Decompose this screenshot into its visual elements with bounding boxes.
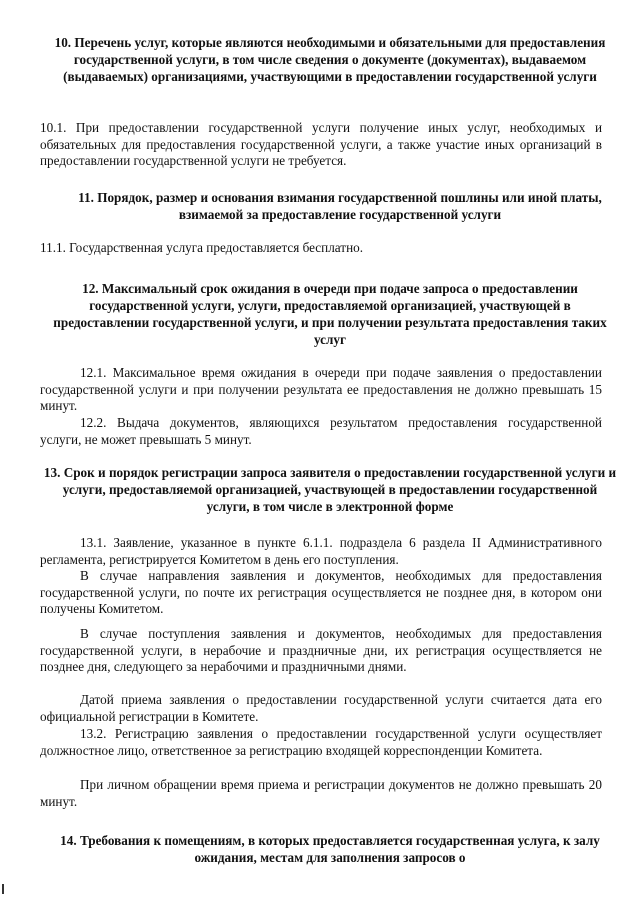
paragraph-10-1: 10.1. При предоставлении государственной услуги получение иных услуг, необходимых и обязательных для предоставления государственной услуги, а также участие иных организаций в предоставлении государственной услуги не требуется. xyxy=(40,120,602,168)
paragraph-12-2: 12.2. Выдача документов, являющихся результатом предоставления государственной услуги, не может превышать 5 минут. xyxy=(40,415,602,447)
scan-edge-mark xyxy=(2,884,4,894)
section-11-heading: 11. Порядок, размер и основания взимания государственной пошлины или иной платы, взимаемой за предоставление государственной услуги xyxy=(78,190,602,222)
paragraph-13-1-date: Датой приема заявления о предоставлении государственной услуги считается дата его официальной регистрации в Комитете. xyxy=(40,692,602,724)
paragraph-13-1-mail: В случае направления заявления и документов, необходимых для предоставления государственной услуги, по почте их регистрация осуществляется не позднее дня, в котором они получены Комитетом. xyxy=(40,568,602,616)
paragraph-13-2-personal: При личном обращении время приема и регистрации документов не должно превышать 20 минут. xyxy=(40,777,602,809)
paragraph-13-2: 13.2. Регистрацию заявления о предоставлении государственной услуги осуществляет должностное лицо, ответственное за регистрацию входящей корреспонденции Комитета. xyxy=(40,726,602,758)
section-10-heading: 10. Перечень услуг, которые являются необходимыми и обязательными для предоставления государственной услуги, в том числе сведения о документе (документах), выдаваемом (выдаваемых) организациями, участвующими в предоставлении государственной услуги xyxy=(54,35,606,84)
paragraph-12-1: 12.1. Максимальное время ожидания в очереди при подаче заявления о предоставлении государственной услуги и при получении результата ее предоставления не должно превышать 15 минут. xyxy=(40,365,602,413)
paragraph-13-1: 13.1. Заявление, указанное в пункте 6.1.1. подраздела 6 раздела II Административного регламента, регистрируется Комитетом в день его поступления. xyxy=(40,535,602,567)
paragraph-11-1: 11.1. Государственная услуга предоставляется бесплатно. xyxy=(40,240,364,255)
section-13-heading: 13. Срок и порядок регистрации запроса заявителя о предоставлении государственной услуги и услуги, предоставляемой организацией, участвующей в предоставлении государственной услуги, в том числе в электронной форме xyxy=(43,465,617,514)
section-12-heading: 12. Максимальный срок ожидания в очереди при подаче запроса о предоставлении государственной услуги, услуги, предоставляемой организацией, участвующей в предоставлении государственной услуги, и при получении результата предоставления таких услуг xyxy=(53,281,607,347)
paragraph-13-1-holidays: В случае поступления заявления и документов, необходимых для предоставления государственной услуги, в нерабочие и праздничные дни, их регистрация осуществляется не позднее дня, следующего за нерабочими и праздничными днями. xyxy=(40,626,602,674)
section-14-heading: 14. Требования к помещениям, в которых предоставляется государственная услуга, к залу ожидания, местам для заполнения запросов о xyxy=(60,833,600,865)
